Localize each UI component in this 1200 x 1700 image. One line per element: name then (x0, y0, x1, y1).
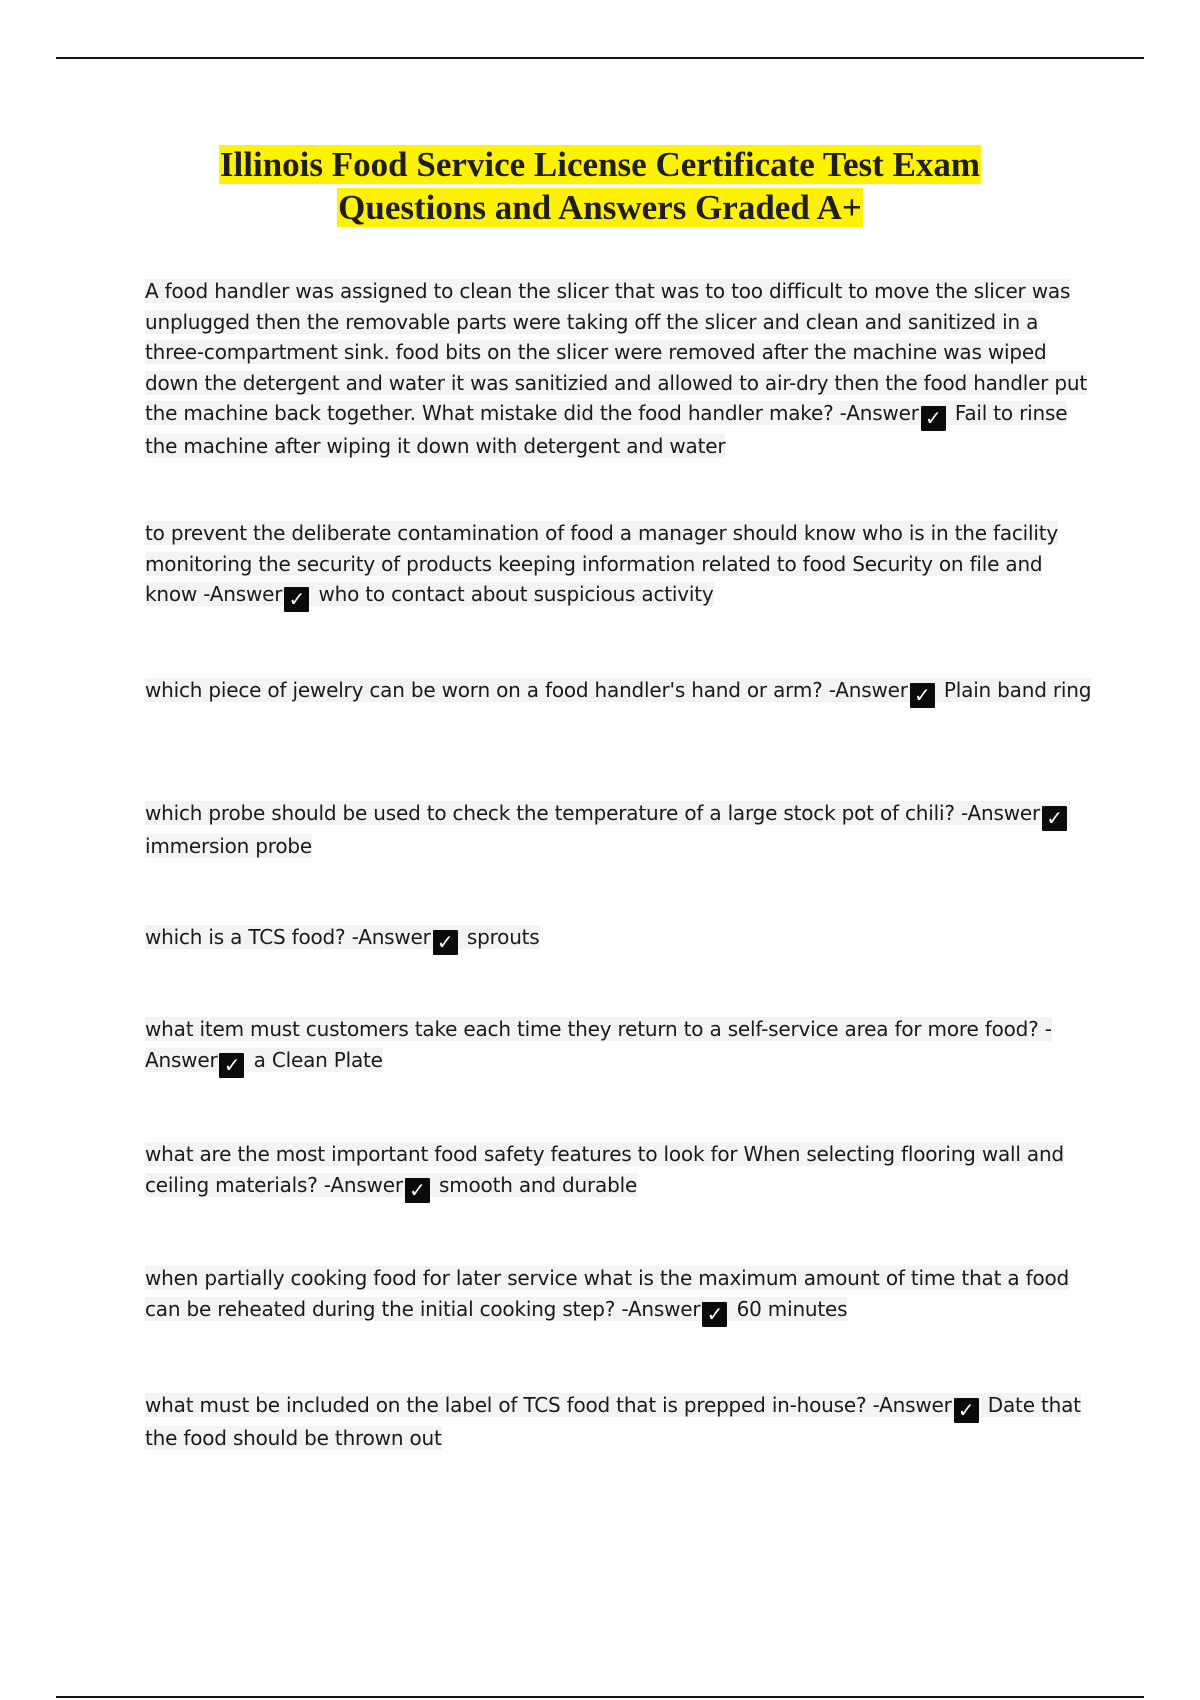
answer-marker: -Answer (839, 401, 919, 425)
check-icon: ✓ (405, 1178, 430, 1203)
check-icon: ✓ (954, 1398, 979, 1423)
answer-marker: -Answer (960, 801, 1040, 825)
answer-text: smooth and durable (439, 1172, 638, 1197)
answer-text: a Clean Plate (253, 1047, 383, 1072)
answer-text: sprouts (466, 925, 540, 949)
question-text: which probe should be used to check the temperature of a large stock pot of chili? (145, 801, 955, 825)
check-icon: ✓ (910, 683, 935, 708)
document-title (0, 143, 1200, 229)
qa-item (145, 1139, 1095, 1203)
top-rule (56, 57, 1144, 59)
title-line-2: Questions and Answers Graded A+ (338, 188, 862, 227)
answer-text: immersion probe (145, 834, 313, 858)
qa-item (145, 1390, 1095, 1454)
question-text: A food handler was assigned to clean the slicer that was to too difficult to move the slicer was unplugged then the removable parts were taking off the slicer and clean and sanitized in a three-compartment sink. food bits on the slicer were removed after the machine was wiped down the detergent and water it was sanitizied and allowed to air-dry then the food handler put the machine back together. What mistake did the food handler make? (145, 279, 1087, 425)
qa-item (145, 1014, 1095, 1078)
question-text: to prevent the deliberate contamination of food a manager should know who is in the facility monitoring the security of products keeping information related to food Security on file and know (145, 521, 1059, 606)
check-icon: ✓ (1042, 806, 1067, 831)
answer-marker: -Answer (351, 925, 431, 949)
answer-marker: -Answer (145, 1017, 1052, 1072)
answer-marker: -Answer (323, 1172, 403, 1197)
answer-text: Date that the food should be thrown out (145, 1393, 1081, 1450)
title-line-1: Illinois Food Service License Certificate Test Exam (219, 145, 981, 184)
answer-marker: -Answer (621, 1296, 701, 1321)
answer-text: 60 minutes (736, 1296, 848, 1321)
check-icon: ✓ (284, 587, 309, 612)
answer-marker: -Answer (872, 1393, 952, 1417)
qa-item (145, 798, 1095, 862)
answer-text: Fail to rinse the machine after wiping it down with detergent and water (145, 401, 1068, 458)
qa-item (145, 922, 1095, 955)
question-text: what item must customers take each time they return to a self-service area for more food? (145, 1017, 1039, 1041)
check-icon: ✓ (219, 1053, 244, 1078)
qa-item (145, 1263, 1095, 1327)
bottom-rule (56, 1696, 1144, 1698)
check-icon: ✓ (921, 406, 946, 431)
question-text: what are the most important food safety features to look for When selecting flooring wall and ceiling materials? (145, 1142, 1064, 1197)
question-text: what must be included on the label of TCS food that is prepped in-house? (145, 1393, 867, 1417)
answer-marker: -Answer (828, 678, 908, 702)
qa-item (145, 276, 1095, 462)
check-icon: ✓ (433, 930, 458, 955)
qa-item (145, 518, 1095, 612)
question-text: which is a TCS food? (145, 925, 346, 949)
answer-marker: -Answer (203, 582, 283, 606)
answer-text: Plain band ring (943, 678, 1092, 702)
question-text: when partially cooking food for later service what is the maximum amount of time that a food can be reheated during the initial cooking step? (145, 1266, 1070, 1321)
question-text: which piece of jewelry can be worn on a food handler's hand or arm? (145, 678, 823, 702)
check-icon: ✓ (702, 1302, 727, 1327)
qa-item (145, 675, 1095, 708)
answer-text: who to contact about suspicious activity (318, 582, 714, 606)
